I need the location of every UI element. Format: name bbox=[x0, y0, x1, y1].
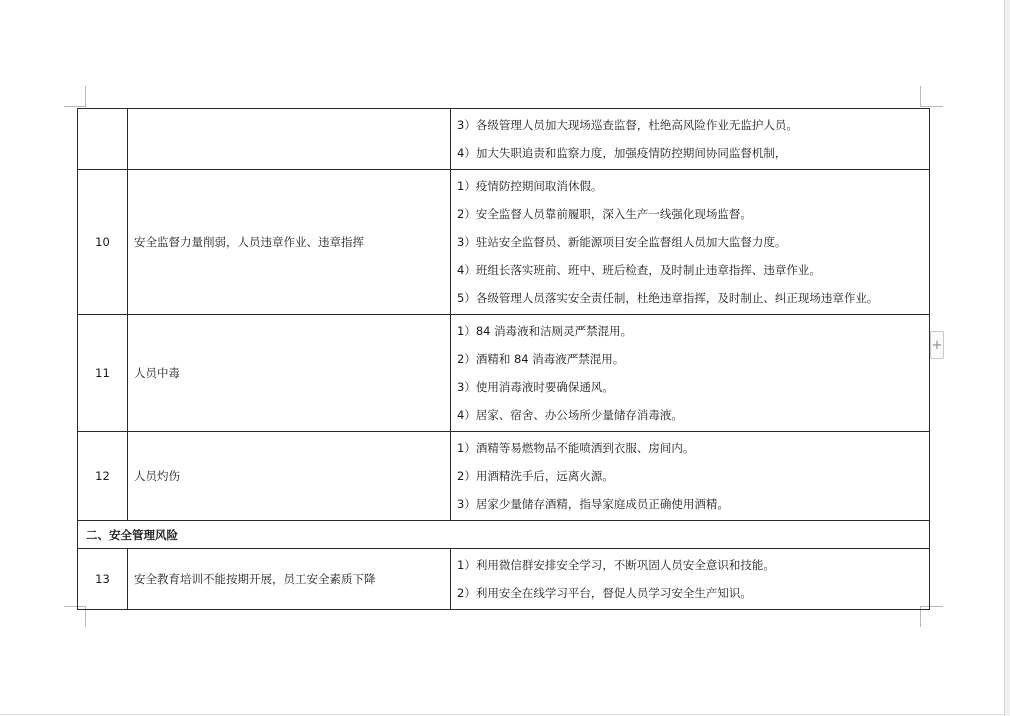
margin-corner-mark bbox=[920, 86, 921, 107]
risk-description-cell[interactable]: 安全监督力量削弱，人员违章作业、违章指挥 bbox=[128, 170, 451, 315]
section-heading[interactable]: 二、安全管理风险 bbox=[78, 521, 930, 549]
measure-item: 2）利用安全在线学习平台，督促人员学习安全生产知识。 bbox=[457, 586, 752, 600]
measure-item: 3）居家少量储存酒精，指导家庭成员正确使用酒精。 bbox=[457, 497, 729, 511]
margin-corner-mark bbox=[85, 86, 86, 107]
risk-description-cell[interactable]: 安全教育培训不能按期开展，员工安全素质下降 bbox=[128, 549, 451, 610]
measure-item: 1）利用微信群安排安全学习，不断巩固人员安全意识和技能。 bbox=[457, 558, 775, 572]
measures-cell[interactable] bbox=[451, 170, 930, 315]
vertical-scrollbar[interactable] bbox=[1004, 0, 1010, 716]
row-number-cell[interactable]: 10 bbox=[78, 170, 128, 315]
page-bottom-border bbox=[0, 714, 1004, 715]
measure-item: 4）班组长落实班前、班中、班后检查，及时制止违章指挥、违章作业。 bbox=[457, 263, 821, 277]
table-row bbox=[78, 109, 930, 170]
risk-description-cell[interactable]: 人员中毒 bbox=[128, 315, 451, 432]
risk-description-cell[interactable]: 人员灼伤 bbox=[128, 432, 451, 521]
table-row bbox=[78, 315, 930, 432]
table-row bbox=[78, 549, 930, 610]
add-row-plus-icon[interactable]: + bbox=[930, 331, 944, 359]
measures-cell[interactable] bbox=[451, 549, 930, 610]
measures-cell[interactable] bbox=[451, 109, 930, 170]
measure-item: 4）加大失职追责和监察力度，加强疫情防控期间协同监督机制， bbox=[457, 146, 787, 160]
measure-item: 3）驻站安全监督员、新能源项目安全监督组人员加大监督力度。 bbox=[457, 235, 787, 249]
row-number-cell[interactable]: 13 bbox=[78, 549, 128, 610]
measure-item: 1）84 消毒液和洁厕灵严禁混用。 bbox=[457, 324, 633, 338]
section-row bbox=[78, 521, 930, 549]
measure-item: 5）各级管理人员落实安全责任制，杜绝违章指挥，及时制止、纠正现场违章作业。 bbox=[457, 291, 879, 305]
row-number-cell[interactable] bbox=[78, 109, 128, 170]
risk-description-cell[interactable] bbox=[128, 109, 451, 170]
measure-item: 4）居家、宿舍、办公场所少量储存消毒液。 bbox=[457, 408, 683, 422]
measure-item: 1）疫情防控期间取消休假。 bbox=[457, 179, 603, 193]
margin-corner-mark bbox=[64, 106, 85, 107]
measure-item: 1）酒精等易燃物品不能喷洒到衣服、房间内。 bbox=[457, 441, 695, 455]
row-number-cell[interactable]: 11 bbox=[78, 315, 128, 432]
measure-item: 3）使用消毒液时要确保通风。 bbox=[457, 380, 614, 394]
table-row bbox=[78, 432, 930, 521]
measure-item: 3）各级管理人员加大现场巡查监督，杜绝高风险作业无监护人员。 bbox=[457, 118, 798, 132]
risk-measures-table bbox=[77, 108, 930, 610]
measures-cell[interactable] bbox=[451, 315, 930, 432]
row-number-cell[interactable]: 12 bbox=[78, 432, 128, 521]
measure-item: 2）酒精和 84 消毒液严禁混用。 bbox=[457, 352, 625, 366]
measures-cell[interactable] bbox=[451, 432, 930, 521]
margin-corner-mark bbox=[920, 106, 943, 107]
table-row bbox=[78, 170, 930, 315]
measure-item: 2）用酒精洗手后，远离火源。 bbox=[457, 469, 614, 483]
measure-item: 2）安全监督人员靠前履职，深入生产一线强化现场监督。 bbox=[457, 207, 752, 221]
